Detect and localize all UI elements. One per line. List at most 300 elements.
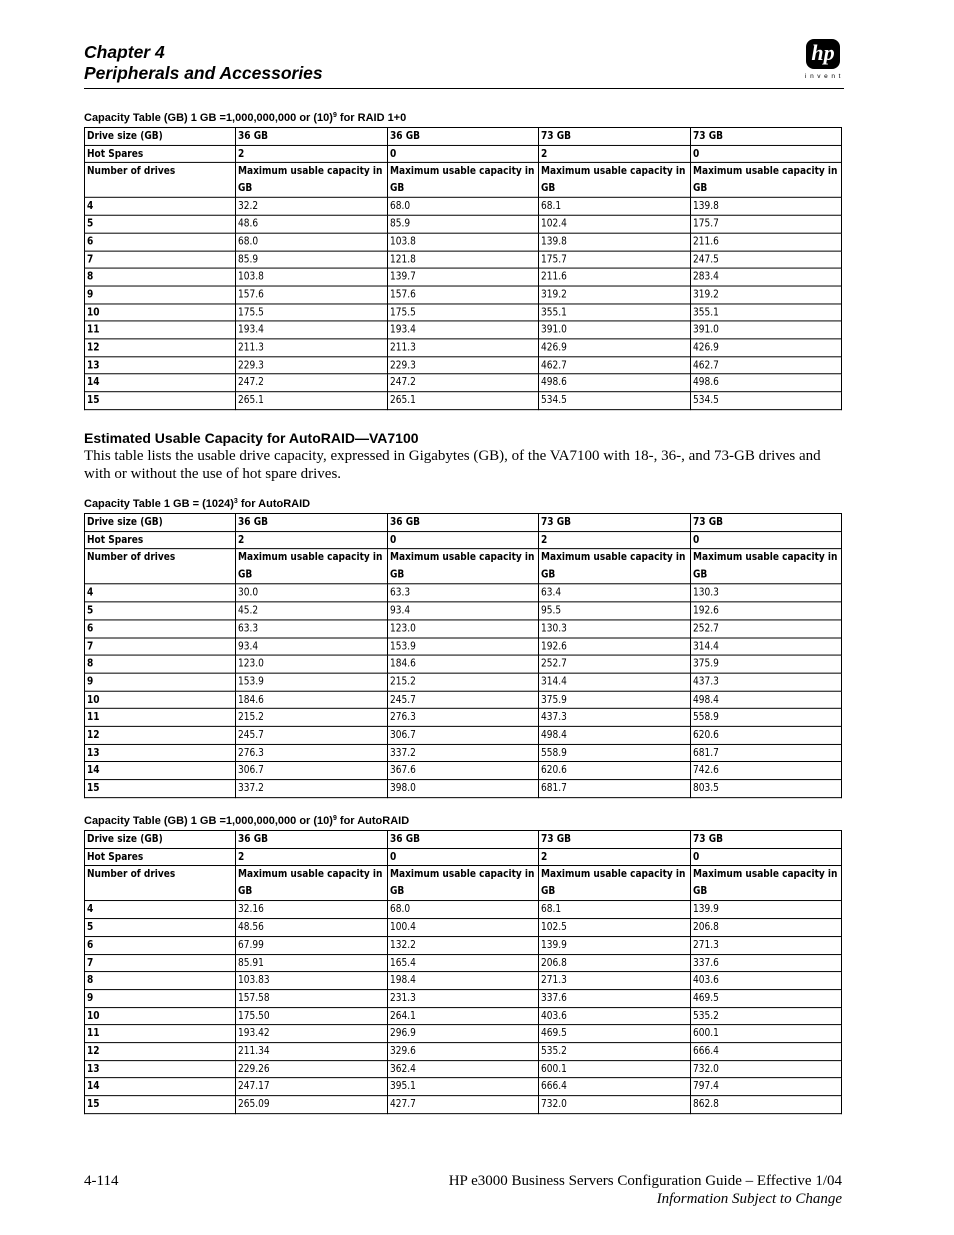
capacity-cell [539,339,690,357]
capacity-cell-text: 403.6 [541,1009,568,1022]
drive-size-cell-text: 36 GB [238,516,269,529]
table-row [85,901,842,919]
capacity-cell-text: 375.9 [541,693,568,706]
capacity-cell [387,673,538,691]
capacity-cell [236,233,387,251]
capacity-cell-text: 85.91 [238,956,265,969]
capacity-cell-text: 498.4 [692,693,719,706]
capacity-cell-text: 175.5 [238,306,265,319]
drive-count-cell [85,374,236,392]
hot-spares-cell-text: 0 [692,147,699,160]
capacity-cell [539,673,690,691]
capacity-cell [387,990,538,1008]
capacity-header-cell [690,866,841,901]
capacity-cell [387,762,538,780]
capacity-cell [236,1025,387,1043]
capacity-cell [236,1060,387,1078]
capacity-cell [387,584,538,602]
capacity-cell [690,655,841,673]
capacity-cell-text: 742.6 [692,764,719,777]
drive-count-cell [85,198,236,216]
drive-size-cell-text: 73 GB [541,129,572,142]
hot-spares-cell-text: 0 [389,850,397,863]
capacity-cell-text: 535.2 [541,1045,568,1058]
capacity-cell [387,1096,538,1114]
capacity-cell-text: 103.83 [238,974,270,987]
drive-count-cell [85,990,236,1008]
drive-count-cell [85,233,236,251]
capacity-cell-text: 355.1 [692,306,719,319]
capacity-cell [539,655,690,673]
capacity-cell [236,954,387,972]
capacity-cell-text: 247.17 [238,1080,270,1093]
capacity-cell-text: 165.4 [389,956,416,969]
table-row [85,339,842,357]
table-row [85,954,842,972]
capacity-table-autoraid-decimal [84,830,842,1114]
number-of-drives-label-text: Number of drives [87,165,176,178]
capacity-cell [690,1025,841,1043]
guide-title: HP e3000 Business Servers Configuration Guide – Effective 1/04 [448,1173,842,1189]
number-of-drives-label [85,866,236,901]
table-row [85,584,842,602]
capacity-cell-text: 130.3 [541,622,568,635]
capacity-cell-text: 68.0 [389,200,410,213]
capacity-cell-text: 620.6 [541,764,568,777]
capacity-cell-text: 265.1 [238,394,265,407]
drive-count-cell [85,1078,236,1096]
drive-size-cell [690,127,841,145]
capacity-cell-text: 337.6 [541,992,568,1005]
drive-count-cell-text: 14 [87,1080,100,1093]
capacity-cell-text: 427.7 [389,1098,416,1111]
capacity-cell-text: 211.3 [238,341,265,354]
hot-spares-cell-text: 0 [389,533,397,546]
capacity-cell-text: 252.7 [692,622,719,635]
drive-size-cell [387,127,538,145]
table-row [85,655,842,673]
capacity-cell-text: 803.5 [692,782,719,795]
capacity-cell-text: 229.3 [389,359,416,372]
drive-count-cell-text: 5 [87,604,94,617]
drive-count-cell [85,304,236,322]
capacity-cell-text: 245.7 [389,693,416,706]
capacity-cell-text: 355.1 [541,306,568,319]
drive-count-cell-text: 4 [87,903,94,916]
drive-count-cell [85,1060,236,1078]
capacity-cell-text: 175.50 [238,1009,270,1022]
capacity-cell [236,215,387,233]
capacity-cell-text: 68.0 [238,235,259,248]
capacity-cell-text: 314.4 [692,640,719,653]
capacity-cell [690,357,841,375]
table-row [85,145,842,163]
table-row [85,549,842,584]
capacity-cell-text: 121.8 [389,253,416,266]
drive-count-cell-text: 14 [87,376,100,389]
capacity-cell-text: 558.9 [692,711,719,724]
capacity-cell [387,357,538,375]
table-row [85,321,842,339]
capacity-cell [690,286,841,304]
drive-count-cell [85,602,236,620]
hot-spares-cell-text: 2 [541,850,548,863]
table-row [85,848,842,866]
drive-size-cell [539,514,690,532]
capacity-cell [387,321,538,339]
capacity-cell-text: 132.2 [389,938,416,951]
capacity-cell [387,638,538,656]
capacity-cell-text: 600.1 [692,1027,719,1040]
capacity-cell [690,584,841,602]
capacity-cell-text: 600.1 [541,1062,568,1075]
capacity-cell [387,198,538,216]
table-row [85,251,842,269]
capacity-cell [690,1096,841,1114]
table-row [85,268,842,286]
capacity-cell [236,901,387,919]
caption-tail: for AutoRAID [336,815,410,827]
drive-count-cell-text: 4 [87,586,94,599]
hp-logo [796,39,844,83]
capacity-header-cell [539,866,690,901]
capacity-cell [539,1007,690,1025]
hot-spares-cell [236,531,387,549]
capacity-cell [387,286,538,304]
drive-count-cell-text: 12 [87,1045,100,1058]
hot-spares-label [85,145,236,163]
drive-count-cell-text: 11 [87,323,100,336]
capacity-cell-text: 264.1 [389,1009,416,1022]
capacity-cell-text: 157.58 [238,992,270,1005]
capacity-cell-text: 398.0 [389,782,416,795]
drive-size-cell [387,831,538,849]
capacity-cell-text: 271.3 [692,938,719,951]
capacity-cell [387,602,538,620]
hot-spares-label-text: Hot Spares [87,533,144,546]
drive-count-cell [85,357,236,375]
drive-size-label [85,514,236,532]
hot-spares-cell-text: 2 [541,147,548,160]
table-row [85,726,842,744]
capacity-cell-text: 45.2 [238,604,259,617]
capacity-cell-text: 681.7 [692,746,719,759]
caption-superscript: 9 [332,815,337,822]
drive-count-cell [85,584,236,602]
capacity-cell [539,919,690,937]
drive-size-label-text: Drive size (GB) [87,516,163,529]
capacity-cell [690,990,841,1008]
capacity-cell [690,374,841,392]
number-of-drives-label-text: Number of drives [87,551,176,564]
drive-count-cell [85,1025,236,1043]
capacity-cell [387,691,538,709]
capacity-cell [236,357,387,375]
capacity-cell-text: 157.6 [238,288,265,301]
capacity-cell [690,1078,841,1096]
capacity-cell-text: 198.4 [389,974,416,987]
table-row [85,972,842,990]
number-of-drives-label [85,163,236,198]
drive-size-cell [236,831,387,849]
drive-size-cell [690,514,841,532]
drive-count-cell [85,762,236,780]
capacity-cell [690,919,841,937]
capacity-cell [387,726,538,744]
capacity-cell-text: 103.8 [389,235,416,248]
capacity-cell [387,304,538,322]
capacity-header-cell-text: Maximum usable capacity in GB [541,551,686,581]
table-row [85,514,842,532]
capacity-cell [539,1078,690,1096]
capacity-header-cell [387,163,538,198]
capacity-cell-text: 337.2 [238,782,265,795]
page-header [84,42,844,89]
footer-note: Information Subject to Change [656,1191,842,1207]
capacity-cell [690,972,841,990]
capacity-cell [539,709,690,727]
drive-size-cell-text: 73 GB [541,516,572,529]
capacity-cell-text: 95.5 [541,604,562,617]
drive-size-cell-text: 73 GB [541,833,572,846]
hot-spares-cell [387,531,538,549]
capacity-cell [539,726,690,744]
capacity-cell [690,1060,841,1078]
drive-count-cell [85,1043,236,1061]
capacity-cell [236,584,387,602]
drive-count-cell-text: 9 [87,675,94,688]
hot-spares-cell [387,145,538,163]
capacity-header-cell [236,549,387,584]
capacity-cell-text: 157.6 [389,288,416,301]
drive-count-cell [85,780,236,798]
capacity-cell-text: 469.5 [541,1027,568,1040]
capacity-cell-text: 139.9 [692,903,719,916]
capacity-cell-text: 283.4 [692,270,719,283]
drive-size-label [85,127,236,145]
capacity-cell [539,251,690,269]
hot-spares-cell [690,145,841,163]
capacity-cell [236,620,387,638]
capacity-cell-text: 391.0 [541,323,568,336]
capacity-cell [236,374,387,392]
capacity-cell-text: 247.2 [238,376,265,389]
capacity-cell [539,638,690,656]
drive-count-cell-text: 15 [87,1098,100,1111]
drive-size-label [85,831,236,849]
capacity-header-cell [690,163,841,198]
capacity-cell-text: 130.3 [692,586,719,599]
capacity-cell-text: 403.6 [692,974,719,987]
table-row [85,357,842,375]
capacity-cell [236,673,387,691]
capacity-cell [539,762,690,780]
capacity-cell-text: 93.4 [389,604,410,617]
capacity-cell [387,954,538,972]
page-footer [449,1172,842,1208]
capacity-cell [539,1043,690,1061]
capacity-cell [236,691,387,709]
section-body: This table lists the usable drive capacity, expressed in Gigabytes (GB), of the VA7100 with 18-, 36-, and 73-GB drives and with or without the use of hot spare drives. [84,448,821,482]
capacity-cell [387,901,538,919]
capacity-cell-text: 211.6 [692,235,719,248]
table-row [85,990,842,1008]
drive-count-cell [85,215,236,233]
capacity-cell [539,780,690,798]
hot-spares-cell [539,848,690,866]
capacity-cell [690,673,841,691]
capacity-cell [690,954,841,972]
capacity-cell-text: 229.26 [238,1062,270,1075]
hot-spares-cell [539,145,690,163]
capacity-cell [539,990,690,1008]
hot-spares-cell-text: 0 [692,850,699,863]
capacity-cell [539,215,690,233]
capacity-cell-text: 193.42 [238,1027,270,1040]
capacity-cell-text: 391.0 [692,323,719,336]
drive-count-cell [85,620,236,638]
capacity-cell [236,990,387,1008]
capacity-cell [236,268,387,286]
capacity-cell-text: 245.7 [238,728,265,741]
capacity-cell [236,655,387,673]
capacity-cell-text: 123.0 [389,622,416,635]
drive-count-cell-text: 12 [87,341,100,354]
capacity-cell-text: 139.9 [541,938,568,951]
table-row [85,304,842,322]
hp-logo-tagline: invent [805,73,844,80]
drive-count-cell [85,1096,236,1114]
capacity-cell-text: 184.6 [238,693,265,706]
table-1-caption [84,112,406,125]
capacity-cell-text: 337.6 [692,956,719,969]
capacity-cell [387,919,538,937]
capacity-cell [539,954,690,972]
capacity-cell [236,1043,387,1061]
capacity-cell [690,620,841,638]
drive-count-cell-text: 13 [87,1062,100,1075]
table-row [85,1078,842,1096]
capacity-cell [387,655,538,673]
section-heading: Estimated Usable Capacity for AutoRAID—VA7100 [84,430,419,446]
capacity-cell [236,638,387,656]
drive-count-cell-text: 6 [87,622,94,635]
drive-count-cell-text: 7 [87,253,94,266]
table-row [85,602,842,620]
capacity-cell [690,726,841,744]
table-row [85,831,842,849]
drive-size-label-text: Drive size (GB) [87,833,163,846]
capacity-cell-text: 206.8 [541,956,568,969]
capacity-cell-text: 462.7 [692,359,719,372]
capacity-cell-text: 362.4 [389,1062,416,1075]
drive-count-cell-text: 11 [87,711,100,724]
capacity-header-cell [387,866,538,901]
capacity-header-cell [690,549,841,584]
drive-count-cell-text: 8 [87,270,94,283]
capacity-cell [387,268,538,286]
drive-count-cell [85,251,236,269]
drive-count-cell [85,321,236,339]
drive-count-cell [85,744,236,762]
capacity-cell [539,198,690,216]
capacity-cell [539,620,690,638]
capacity-cell-text: 85.9 [238,253,259,266]
drive-count-cell-text: 9 [87,288,94,301]
capacity-header-cell [387,549,538,584]
caption-tail: for AutoRAID [237,498,311,510]
capacity-cell [387,339,538,357]
table-row [85,1007,842,1025]
capacity-cell [690,936,841,954]
hot-spares-label-text: Hot Spares [87,147,144,160]
drive-count-cell-text: 9 [87,992,94,1005]
capacity-header-cell-text: Maximum usable capacity in GB [389,551,535,581]
drive-count-cell-text: 13 [87,746,100,759]
capacity-cell [236,304,387,322]
capacity-cell [690,215,841,233]
capacity-cell [539,1096,690,1114]
drive-size-cell [539,831,690,849]
capacity-cell-text: 666.4 [541,1080,568,1093]
capacity-cell-text: 103.8 [238,270,265,283]
capacity-cell [236,198,387,216]
capacity-cell-text: 48.56 [238,921,265,934]
capacity-cell-text: 153.9 [238,675,265,688]
capacity-cell [236,709,387,727]
drive-size-cell [690,831,841,849]
drive-size-cell-text: 36 GB [389,129,420,142]
drive-size-cell-text: 36 GB [389,833,420,846]
capacity-cell-text: 296.9 [389,1027,416,1040]
capacity-cell [539,972,690,990]
drive-count-cell [85,392,236,410]
capacity-header-cell [539,163,690,198]
capacity-cell [387,744,538,762]
capacity-cell-text: 247.5 [692,253,719,266]
drive-count-cell [85,638,236,656]
hot-spares-cell-text: 2 [541,533,548,546]
capacity-cell [387,1025,538,1043]
caption-main: Capacity Table (GB) 1 GB =1,000,000,000 or (10) [84,815,333,827]
capacity-header-cell [236,866,387,901]
capacity-header-cell-text: Maximum usable capacity in GB [541,868,686,898]
capacity-cell [236,919,387,937]
drive-count-cell-text: 6 [87,235,94,248]
capacity-cell [236,744,387,762]
capacity-cell [387,709,538,727]
capacity-cell-text: 732.0 [541,1098,568,1111]
capacity-cell [690,638,841,656]
capacity-cell-text: 85.9 [389,217,410,230]
capacity-cell-text: 437.3 [692,675,719,688]
capacity-cell [236,972,387,990]
table-row [85,919,842,937]
table-row [85,392,842,410]
table-row [85,531,842,549]
capacity-cell [690,198,841,216]
hot-spares-cell [236,848,387,866]
table-row [85,691,842,709]
capacity-cell [690,744,841,762]
capacity-cell [539,936,690,954]
hot-spares-cell-text: 2 [238,147,245,160]
table-row [85,286,842,304]
capacity-cell-text: 314.4 [541,675,568,688]
capacity-cell [387,215,538,233]
drive-count-cell-text: 7 [87,956,94,969]
drive-size-cell [387,514,538,532]
